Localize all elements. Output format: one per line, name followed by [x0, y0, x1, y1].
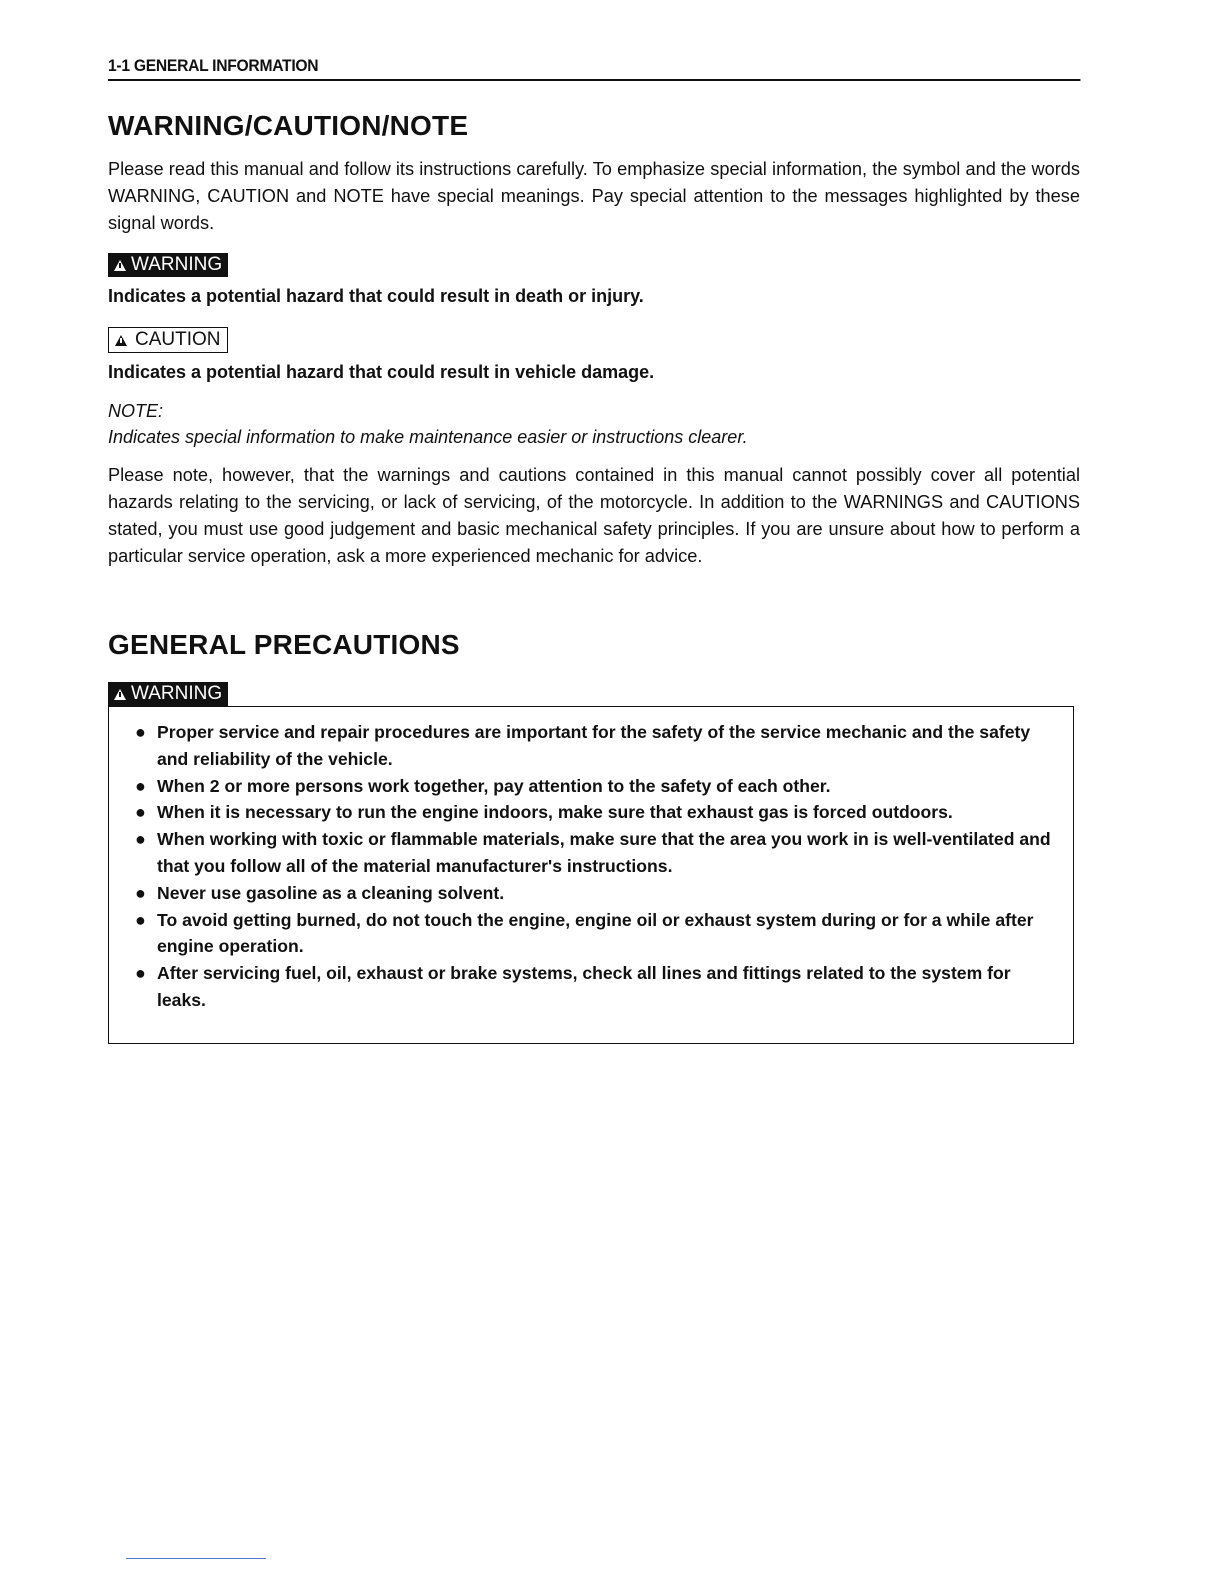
precautions-box — [108, 706, 1074, 1044]
precautions-list — [109, 707, 1073, 1014]
note-label: NOTE: — [108, 401, 164, 421]
running-header: 1-1 GENERAL INFORMATION — [108, 56, 1080, 81]
precaution-item — [109, 773, 1073, 800]
precaution-text: When it is necessary to run the engine indoors, make sure that exhaust gas is forced outdoors. — [157, 802, 953, 823]
precaution-item — [109, 719, 1073, 773]
warning-badge-label: WARNING — [131, 683, 223, 704]
heading-warning-caution-note: WARNING/CAUTION/NOTE — [108, 110, 469, 141]
footer-rule — [126, 1558, 266, 1559]
caution-definition: Indicates a potential hazard that could result in vehicle damage. — [108, 362, 655, 382]
note-definition: Indicates special information to make maintenance easier or instructions clearer. — [108, 427, 748, 447]
precaution-item — [109, 826, 1073, 880]
warning-definition: Indicates a potential hazard that could result in death or injury. — [108, 286, 644, 306]
warning-triangle-icon — [114, 260, 126, 271]
bullet-icon: ● — [135, 882, 146, 903]
precaution-text: Never use gasoline as a cleaning solvent. — [157, 882, 505, 903]
warning-badge-label: WARNING — [131, 254, 223, 275]
closing-paragraph: Please note, however, that the warnings and cautions contained in this manual cannot possibly cover all potential hazards relating to the servicing, or lack of servicing, of the motorcycle. In addition to the WARNINGS and CAUTIONS stated, you must use good judgement and basic mechanical safety principles. If you are unsure about how to perform a particular service operation, ask a more experienced mechanic for advice. — [108, 465, 1080, 566]
precaution-text: When 2 or more persons work together, pay attention to the safety of each other. — [157, 775, 831, 796]
warning-triangle-icon — [114, 689, 126, 700]
bullet-icon: ● — [135, 963, 146, 984]
precaution-text: After servicing fuel, oil, exhaust or brake systems, check all lines and fittings related to the system for leaks. — [157, 963, 1011, 1010]
precautions-warning-badge — [108, 682, 228, 706]
precaution-item — [109, 799, 1073, 826]
caution-triangle-icon — [115, 335, 127, 346]
bullet-icon: ● — [135, 802, 146, 823]
precaution-item — [109, 880, 1073, 907]
warning-badge — [108, 253, 228, 277]
precaution-item — [109, 960, 1073, 1014]
bullet-icon: ● — [135, 909, 146, 930]
precaution-text: When working with toxic or flammable materials, make sure that the area you work in is well-ventilated and that you follow all of the material manufacturer's instructions. — [157, 829, 1051, 876]
precaution-text: Proper service and repair procedures are important for the safety of the service mechanic and the safety and reliability of the vehicle. — [157, 722, 1031, 769]
caution-badge — [108, 327, 228, 353]
bullet-icon: ● — [135, 775, 146, 796]
heading-general-precautions: GENERAL PRECAUTIONS — [108, 629, 460, 660]
precaution-item — [109, 907, 1073, 961]
precaution-text: To avoid getting burned, do not touch the engine, engine oil or exhaust system during or for a while after engine operation. — [157, 909, 1034, 957]
intro-paragraph: Please read this manual and follow its instructions carefully. To emphasize special information, the symbol and the words WARNING, CAUTION and NOTE have special meanings. Pay special attention to the messages highlighted by these signal words. — [108, 159, 1080, 233]
caution-badge-label: CAUTION — [135, 329, 221, 350]
bullet-icon: ● — [135, 829, 146, 850]
bullet-icon: ● — [135, 722, 146, 742]
